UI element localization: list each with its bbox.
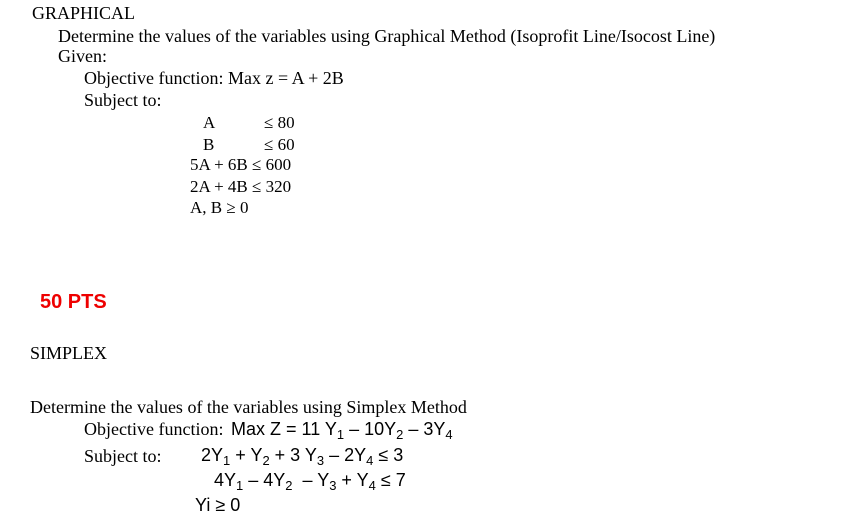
simplex-subject-to: Subject to: xyxy=(84,446,162,466)
c2-sub-2: 2 xyxy=(285,478,293,494)
simplex-constraint-1 xyxy=(201,445,404,469)
graphical-objective: Objective function: Max z = A + 2B xyxy=(84,68,344,88)
obj-sub-1: 1 xyxy=(336,427,345,443)
simplex-objective-label: Objective function: xyxy=(84,419,224,439)
c2-e: ≤ 7 xyxy=(375,470,406,490)
graphical-heading: GRAPHICAL xyxy=(32,3,136,23)
c1-sub-3: 3 xyxy=(316,453,325,469)
simplex-instruction: Determine the values of the variables using Simplex Method xyxy=(30,397,467,417)
points-label: 50 PTS xyxy=(40,291,107,313)
obj-prefix: Max Z = 11 Y xyxy=(231,419,337,439)
c1-a: 2Y xyxy=(201,445,224,465)
graphical-instruction: Determine the values of the variables using Graphical Method (Isoprofit Line/Isocost Line) xyxy=(58,26,716,46)
given-label: Given: xyxy=(58,46,107,66)
constraint-a-lhs: A xyxy=(203,113,216,132)
c2-sub-1: 1 xyxy=(236,478,244,494)
constraint-4: 2A + 4B ≤ 320 xyxy=(190,177,292,196)
c2-a: 4Y xyxy=(214,470,237,490)
c2-d: + Y xyxy=(336,470,369,490)
simplex-constraint-2 xyxy=(214,470,406,494)
obj-sub-3: 4 xyxy=(445,427,453,443)
obj-sub-2: 2 xyxy=(396,427,404,443)
simplex-nonneg: Yi ≥ 0 xyxy=(195,495,241,515)
constraint-b-rhs: ≤ 60 xyxy=(264,135,295,154)
c1-sub-1: 1 xyxy=(223,453,231,469)
c2-b: – 4Y xyxy=(243,470,286,490)
constraint-b-lhs: B xyxy=(203,135,215,154)
c1-b: + Y xyxy=(230,445,263,465)
c1-sub-4: 4 xyxy=(366,453,374,469)
graphical-subject-to: Subject to: xyxy=(84,90,162,110)
c2-c: – Y xyxy=(292,470,330,490)
simplex-heading: SIMPLEX xyxy=(30,343,108,363)
c1-e: ≤ 3 xyxy=(373,445,404,465)
c1-d: – 2Y xyxy=(324,445,367,465)
obj-mid-2: – 3Y xyxy=(403,419,446,439)
c2-sub-3: 3 xyxy=(329,478,337,494)
constraint-3: 5A + 6B ≤ 600 xyxy=(190,155,292,174)
constraint-nonneg: A, B ≥ 0 xyxy=(190,198,249,217)
constraint-a-rhs: ≤ 80 xyxy=(264,113,295,132)
obj-mid-1: – 10Y xyxy=(344,419,397,439)
simplex-objective-expr xyxy=(231,419,453,443)
c1-sub-2: 2 xyxy=(262,453,270,469)
c1-c: + 3 Y xyxy=(269,445,317,465)
c2-sub-4: 4 xyxy=(368,478,376,494)
